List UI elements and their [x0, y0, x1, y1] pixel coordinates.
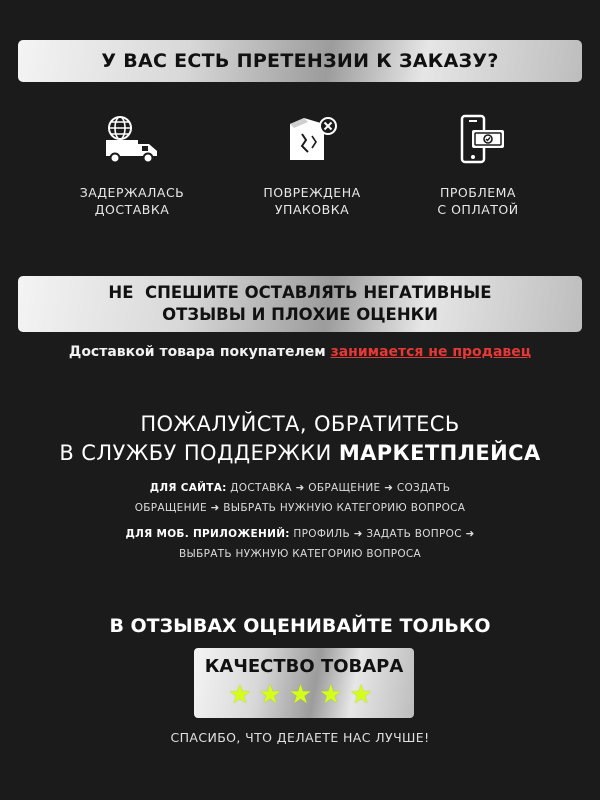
warning-line-1: НЕ СПЕШИТЕ ОСТАВЛЯТЬ НЕГАТИВНЫЕ [108, 283, 492, 302]
issues-row [0, 112, 600, 242]
warning-banner [18, 276, 582, 332]
app-instructions-line-1: ПРОФИЛЬ ➜ ЗАДАТЬ ВОПРОС ➜ [293, 528, 475, 540]
issue-label: ПРОБЛЕМА С ОПЛАТОЙ [437, 185, 519, 217]
seller-note-highlight: занимается не продавец [330, 344, 532, 360]
quality-label: КАЧЕСТВО ТОВАРА [204, 656, 404, 677]
warning-line-2: ОТЗЫВЫ И ПЛОХИЕ ОЦЕНКИ [162, 305, 438, 324]
app-instructions-label: ДЛЯ МОБ. ПРИЛОЖЕНИЙ: [125, 528, 290, 540]
contact-line-1: ПОЖАЛУЙСТА, ОБРАТИТЕСЬ [140, 412, 460, 436]
app-instructions-line-2: ВЫБРАТЬ НУЖНУЮ КАТЕГОРИЮ ВОПРОСА [179, 548, 421, 560]
issue-label: ПОВРЕЖДЕНА УПАКОВКА [263, 185, 361, 217]
issue-label: ЗАДЕРЖАЛАСЬ ДОСТАВКА [79, 185, 185, 217]
contact-support-heading [0, 410, 600, 468]
site-instructions-line-2: ОБРАЩЕНИЕ ➜ ВЫБРАТЬ НУЖНУЮ КАТЕГОРИЮ ВОПРОСА [134, 502, 466, 514]
site-instructions [0, 478, 600, 518]
thanks-message: СПАСИБО, ЧТО ДЕЛАЕТЕ НАС ЛУЧШЕ! [170, 730, 430, 745]
phone-payment-icon [448, 112, 508, 166]
issue-delivery-delay [47, 112, 217, 218]
quality-badge [194, 648, 414, 718]
header-banner [18, 40, 582, 82]
delivery-truck-globe-icon [102, 112, 162, 166]
page-title: У ВАС ЕСТЬ ПРЕТЕНЗИИ К ЗАКАЗУ? [101, 50, 499, 72]
seller-note [0, 344, 600, 360]
five-star-rating [194, 681, 414, 709]
app-instructions [0, 524, 600, 564]
seller-note-text: Доставкой товара покупателем [68, 344, 331, 360]
damaged-box-icon [282, 112, 342, 166]
reviews-heading: В ОТЗЫВАХ ОЦЕНИВАЙТЕ ТОЛЬКО [109, 615, 491, 637]
issue-damaged-package [227, 112, 397, 218]
site-instructions-line-1: ДОСТАВКА ➜ ОБРАЩЕНИЕ ➜ СОЗДАТЬ [230, 482, 451, 494]
star-icons: ★★★★★ [228, 680, 380, 710]
issue-payment-problem [393, 112, 563, 218]
site-instructions-label: ДЛЯ САЙТА: [149, 482, 227, 494]
contact-line-2: В СЛУЖБУ ПОДДЕРЖКИ МАРКЕТПЛЕЙСА [59, 441, 541, 465]
